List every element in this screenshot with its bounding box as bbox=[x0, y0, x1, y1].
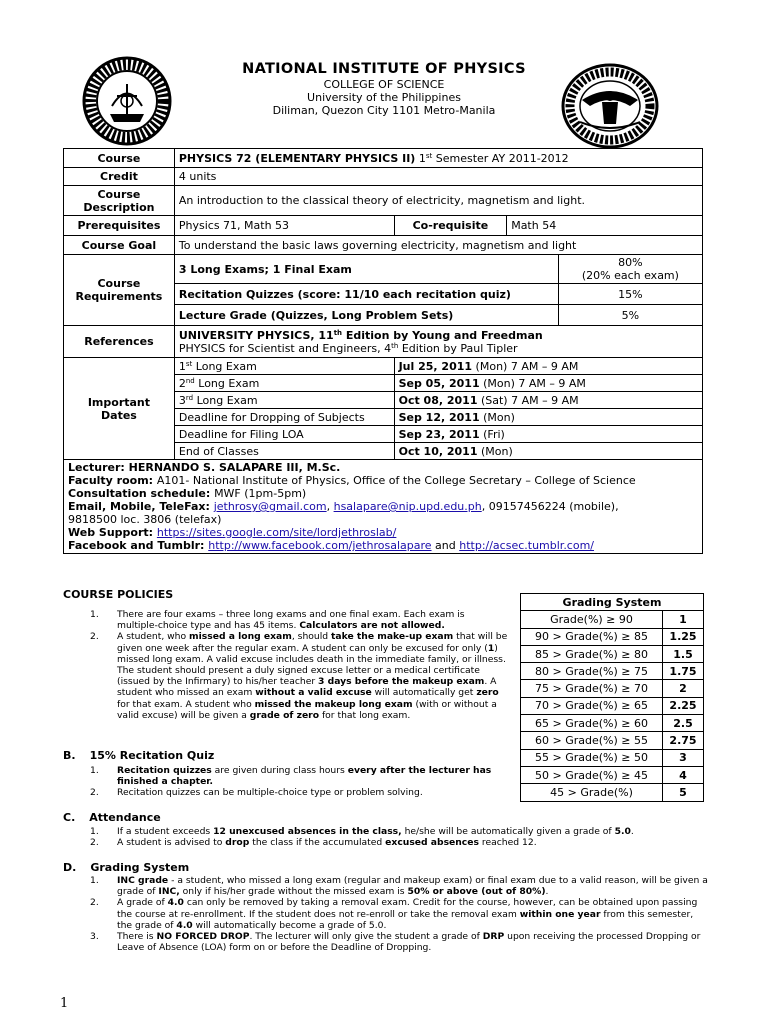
list-item: 1. There are four exams – three long exams and one final exam. Each exam is multiple-choice type and has 45 items. Calculators are not allowed. bbox=[90, 609, 465, 632]
list-item: 2. Recitation quizzes can be multiple-choice type or problem solving. bbox=[90, 787, 423, 799]
consultation-line: Consultation schedule: MWF (1pm-5pm) bbox=[68, 487, 307, 500]
requirement-row bbox=[64, 255, 703, 284]
requirement-weight: 15% bbox=[558, 284, 702, 305]
date-value: Sep 23, 2011 (Fri) bbox=[394, 426, 702, 443]
requirement-weight: 5% bbox=[558, 305, 702, 326]
course-value: PHYSICS 72 (ELEMENTARY PHYSICS II) 1st Semester AY 2011-2012 bbox=[174, 149, 702, 168]
references-row bbox=[64, 326, 703, 358]
prereq-row bbox=[64, 216, 703, 236]
table-row: Grade(%) ≥ 90 1 bbox=[521, 611, 704, 628]
date-event: End of Classes bbox=[174, 443, 394, 460]
grading-title-row bbox=[521, 594, 704, 611]
lecturer-row bbox=[64, 460, 703, 554]
goal-row bbox=[64, 236, 703, 255]
table-row: 80 > Grade(%) ≥ 75 1.75 bbox=[521, 663, 704, 680]
faculty-room-line: Faculty room: A101- National Institute of Physics, Office of the College Secretary – College of Science bbox=[68, 474, 636, 487]
institute-name: NATIONAL INSTITUTE OF PHYSICS bbox=[242, 61, 526, 77]
requirements-label: Course Requirements bbox=[64, 255, 175, 326]
tumblr-link[interactable]: http://acsec.tumblr.com/ bbox=[459, 539, 595, 552]
goal-label: Course Goal bbox=[64, 236, 175, 255]
table-row: 45 > Grade(%) 5 bbox=[521, 784, 704, 801]
date-row bbox=[64, 358, 703, 375]
lecturer-info bbox=[64, 460, 703, 554]
policy-d-list bbox=[90, 875, 710, 953]
contact-line-2: 9818500 loc. 3806 (telefax) bbox=[68, 513, 222, 526]
list-item: 1. Recitation quizzes are given during class hours every after the lecturer has finished a chapter. bbox=[90, 765, 492, 788]
section-b-heading: B. 15% Recitation Quiz bbox=[63, 749, 215, 762]
list-item: 2. A grade of 4.0 can only be removed by taking a removal exam. Credit for the course, however, can be obtained upon passing the course at re-enrollment. If the student does not re-enroll or take the removal exam within one year from this semester, the grade of 4.0 will automatically become a grade of 5.0. bbox=[90, 897, 698, 931]
prereq-value: Physics 71, Math 53 bbox=[174, 216, 394, 236]
course-info-table bbox=[63, 148, 703, 554]
web-support-link[interactable]: https://sites.google.com/site/lordjethroslab/ bbox=[156, 526, 397, 539]
references-value: UNIVERSITY PHYSICS, 11th Edition by Young and Freedman PHYSICS for Scientist and Engineers, 4th Edition by Paul Tipler bbox=[174, 326, 702, 358]
web-support-line: Web Support: https://sites.google.com/site/lordjethroslab/ bbox=[68, 526, 397, 539]
section-c-heading: C. Attendance bbox=[63, 811, 161, 824]
college-name: COLLEGE OF SCIENCE bbox=[323, 78, 445, 91]
table-row: 60 > Grade(%) ≥ 55 2.75 bbox=[521, 732, 704, 749]
social-line: Facebook and Tumblr: http://www.facebook.com/jethrosalapare and http://acsec.tumblr.com/ bbox=[68, 539, 595, 552]
date-value: Sep 12, 2011 (Mon) bbox=[394, 409, 702, 426]
table-row: 55 > Grade(%) ≥ 50 3 bbox=[521, 749, 704, 766]
facebook-link[interactable]: http://www.facebook.com/jethrosalapare bbox=[208, 539, 432, 552]
list-item: 1. INC grade - a student, who missed a long exam (regular and makeup exam) or final exam due to a valid reason, will be given a grade of INC, only if his/her grade without the missed exam is 50% or above (out of 80%). bbox=[90, 875, 708, 898]
grading-system-table bbox=[520, 593, 704, 802]
date-event: 3rd Long Exam bbox=[174, 392, 394, 409]
requirement-item: Lecture Grade (Quizzes, Long Problem Sets) bbox=[174, 305, 558, 326]
course-label: Course bbox=[64, 149, 175, 168]
description-value: An introduction to the classical theory of electricity, magnetism and light. bbox=[174, 186, 702, 216]
table-row: 70 > Grade(%) ≥ 65 2.25 bbox=[521, 697, 704, 714]
section-d-heading: D. Grading System bbox=[63, 861, 190, 874]
list-item: 2. A student, who missed a long exam, should take the make-up exam that will be given one week after the regular exam. A student can only be excused for only (1) missed long exam. A valid excuse includes death in the immediate family, or illness. The student should present a duly signed excuse letter or a medical certificate (issued by the Infirmary) to his/her teacher 3 days before the makeup exam. A student who missed an exam without a valid excuse will automatically get zero for that exam. A student who missed the makeup long exam (with or without a valid excuse) will be given a grade of zero for that long exam. bbox=[90, 631, 508, 721]
list-item: 3. There is NO FORCED DROP. The lecturer will only give the student a grade of DRP upon receiving the processed Dropping or Leave of Absence (LOA) form on or before the Deadline of Dropping. bbox=[90, 931, 701, 954]
coreq-value: Math 54 bbox=[507, 216, 703, 236]
description-label: Course Description bbox=[64, 186, 175, 216]
university-name: University of the Philippines bbox=[307, 91, 461, 104]
description-row bbox=[64, 186, 703, 216]
date-value: Jul 25, 2011 (Mon) 7 AM – 9 AM bbox=[394, 358, 702, 375]
date-event: Deadline for Filing LOA bbox=[174, 426, 394, 443]
list-item: 2. A student is advised to drop the class if the accumulated excused absences reached 12. bbox=[90, 837, 537, 849]
course-row bbox=[64, 149, 703, 168]
email-link-2[interactable]: hsalapare@nip.upd.edu.ph bbox=[333, 500, 482, 513]
coreq-label: Co-requisite bbox=[394, 216, 507, 236]
lecturer-line: Lecturer: HERNANDO S. SALAPARE III, M.Sc. bbox=[68, 461, 341, 474]
credit-value: 4 units bbox=[174, 168, 702, 186]
table-row: 50 > Grade(%) ≥ 45 4 bbox=[521, 766, 704, 783]
policy-b-list bbox=[90, 765, 508, 799]
dates-label: Important Dates bbox=[64, 358, 175, 460]
policies-title: COURSE POLICIES bbox=[63, 588, 174, 601]
goal-value: To understand the basic laws governing electricity, magnetism and light bbox=[174, 236, 702, 255]
contact-line: Email, Mobile, TeleFax: jethrosy@gmail.com, hsalapare@nip.upd.edu.ph, 09157456224 (mobile), bbox=[68, 500, 619, 513]
credit-row bbox=[64, 168, 703, 186]
table-row: 65 > Grade(%) ≥ 60 2.5 bbox=[521, 715, 704, 732]
table-row: 75 > Grade(%) ≥ 70 2 bbox=[521, 680, 704, 697]
policy-c-list bbox=[90, 826, 710, 848]
email-link-1[interactable]: jethrosy@gmail.com bbox=[213, 500, 327, 513]
page-number: 1 bbox=[60, 996, 69, 1011]
requirement-item: 3 Long Exams; 1 Final Exam bbox=[174, 255, 558, 284]
policy-a-list bbox=[90, 609, 508, 721]
date-value: Oct 08, 2011 (Sat) 7 AM – 9 AM bbox=[394, 392, 702, 409]
prereq-label: Prerequisites bbox=[64, 216, 175, 236]
date-event: 2nd Long Exam bbox=[174, 375, 394, 392]
credit-label: Credit bbox=[64, 168, 175, 186]
date-event: Deadline for Dropping of Subjects bbox=[174, 409, 394, 426]
references-label: References bbox=[64, 326, 175, 358]
requirement-item: Recitation Quizzes (score: 11/10 each recitation quiz) bbox=[174, 284, 558, 305]
grading-title: Grading System bbox=[521, 594, 704, 611]
requirement-weight: 80% (20% each exam) bbox=[558, 255, 702, 284]
date-value: Oct 10, 2011 (Mon) bbox=[394, 443, 702, 460]
document-header bbox=[150, 60, 618, 117]
date-event: 1st Long Exam bbox=[174, 358, 394, 375]
table-row: 90 > Grade(%) ≥ 85 1.25 bbox=[521, 628, 704, 645]
date-value: Sep 05, 2011 (Mon) 7 AM – 9 AM bbox=[394, 375, 702, 392]
table-row: 85 > Grade(%) ≥ 80 1.5 bbox=[521, 645, 704, 662]
address: Diliman, Quezon City 1101 Metro-Manila bbox=[272, 104, 496, 117]
list-item: 1. If a student exceeds 12 unexcused absences in the class, he/she will be automatically given a grade of 5.0. bbox=[90, 826, 634, 837]
